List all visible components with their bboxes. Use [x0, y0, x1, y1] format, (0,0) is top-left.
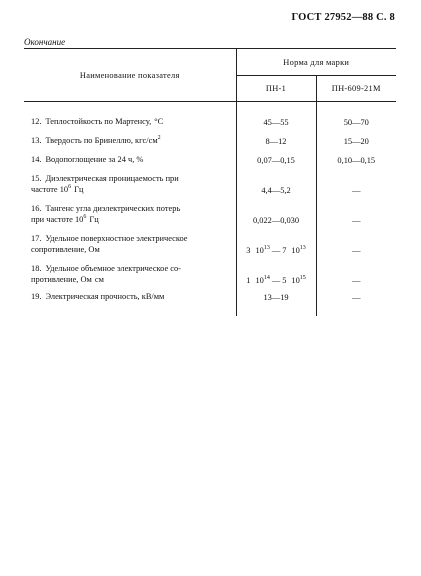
row-number: 15. [31, 174, 42, 183]
table-row [24, 102, 396, 128]
sci-base: 10 [255, 246, 264, 255]
tail-cell [24, 302, 236, 316]
sci-exponent: 13 [299, 245, 306, 251]
row-name [24, 285, 236, 302]
value-pn1: 8—12 [236, 127, 316, 146]
column-header-norm: Норма для марки [236, 49, 396, 76]
row-number: 14. [31, 155, 42, 164]
properties-table [24, 48, 396, 316]
column-header-name: Наименование показателя [24, 49, 236, 102]
row-unit: °С [154, 117, 164, 126]
row-text: Теплостойкость по Мартенсу, [45, 117, 152, 126]
value-pn609: — [316, 225, 396, 255]
row-number: 13. [31, 136, 42, 145]
row-superscript: 2 [157, 135, 161, 141]
row-number: 17. [31, 234, 42, 243]
value-pn609: — [316, 165, 396, 195]
sci-coefficient: 3 [246, 246, 251, 255]
sci-base: 10 [291, 276, 300, 285]
value-pn1: 0,022—0,030 [236, 195, 316, 225]
row-name [24, 195, 236, 225]
row-number: 19. [31, 292, 42, 301]
value-pn1 [236, 255, 316, 285]
row-superscript: 6 [83, 214, 87, 220]
row-text: Диэлектрическая проницаемость при [45, 174, 179, 183]
row-name [24, 127, 236, 146]
sci-exponent: 14 [263, 275, 270, 281]
sci-coefficient: 1 [246, 276, 251, 285]
value-pn1: 45—55 [236, 102, 316, 128]
row-unit: см [94, 275, 104, 284]
table-row [24, 255, 396, 285]
tail-cell [316, 302, 396, 316]
value-pn609: 15—20 [316, 127, 396, 146]
row-text: Тангенс угла диэлектрических потерь [45, 204, 181, 213]
row-name [24, 102, 236, 128]
sci-base: 10 [291, 246, 300, 255]
sci-coefficient: 7 [282, 246, 287, 255]
row-name [24, 146, 236, 165]
value-pn609: — [316, 195, 396, 225]
value-pn609: — [316, 255, 396, 285]
row-text: Электрическая прочность, кВ/мм [45, 292, 165, 301]
value-pn1 [236, 225, 316, 255]
value-pn1: 13—19 [236, 285, 316, 302]
range-dash: — [271, 246, 281, 255]
row-number: 12. [31, 117, 42, 126]
value-pn1: 4,4—5,2 [236, 165, 316, 195]
sci-exponent: 13 [263, 245, 270, 251]
value-pn609: — [316, 285, 396, 302]
row-text-continued: при частоте 10 [31, 215, 84, 224]
row-text: Удельное объемное электрическое со- [45, 264, 181, 273]
table-row [24, 225, 396, 255]
value-pn609: 50—70 [316, 102, 396, 128]
sci-base: 10 [255, 276, 264, 285]
row-text-continued: противление, Ом [31, 275, 92, 284]
row-name [24, 165, 236, 195]
row-text: Водопоглощение за 24 ч, % [45, 155, 144, 164]
sci-coefficient: 5 [282, 276, 287, 285]
column-header-mark-pn1: ПН-1 [236, 76, 316, 102]
row-superscript: 6 [68, 184, 72, 190]
value-pn1: 0,07—0,15 [236, 146, 316, 165]
page-header: ГОСТ 27952—88 С. 8 [291, 12, 395, 23]
row-unit: Гц [89, 215, 99, 224]
table-row [24, 146, 396, 165]
column-header-mark-pn609: ПН-609-21М [316, 76, 396, 102]
row-number: 16. [31, 204, 42, 213]
row-name [24, 225, 236, 255]
table-row [24, 165, 396, 195]
table-row [24, 127, 396, 146]
row-text: Удельное поверхностное электрическое [45, 234, 188, 243]
row-text-continued: частоте 10 [31, 185, 69, 194]
row-unit: Гц [74, 185, 84, 194]
table-row [24, 195, 396, 225]
row-name [24, 255, 236, 285]
table-caption: Окончание [24, 37, 66, 47]
tail-cell [236, 302, 316, 316]
table-tail [24, 302, 396, 316]
value-pn609: 0,10—0,15 [316, 146, 396, 165]
row-text-continued: сопротивление, Ом [31, 245, 100, 254]
table-row [24, 285, 396, 302]
row-text: Твердость по Бринеллю, кгс/см [45, 136, 158, 145]
range-dash: — [271, 276, 281, 285]
sci-exponent: 15 [299, 275, 306, 281]
row-number: 18. [31, 264, 42, 273]
